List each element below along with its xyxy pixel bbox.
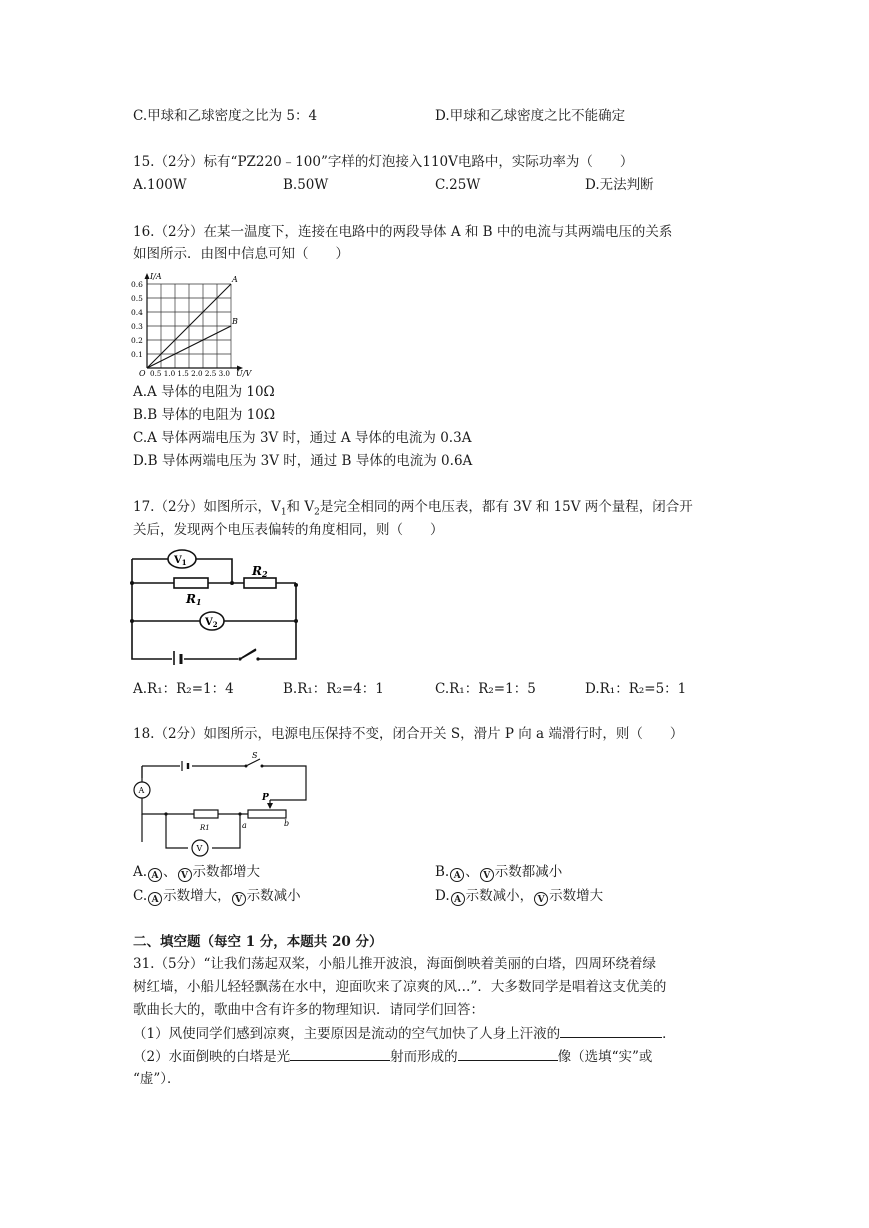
q14-option-c: C.甲球和乙球密度之比为 5：4 [133, 108, 318, 124]
graph-origin: O [139, 369, 146, 378]
switch-s-label: S [252, 751, 258, 760]
q16-option-b: B.B 导体的电阻为 10Ω [133, 407, 276, 423]
voltmeter-icon: V [480, 868, 494, 882]
q17-stem-line2: 关后，发现两个电压表偏转的角度相同，则（ ） [133, 522, 444, 538]
q17-option-a: A.R₁：R₂=1：4 [133, 681, 234, 697]
q15-option-b: B.50W [283, 177, 329, 193]
section-title-fill-blank: 二、填空题（每空 1 分，本题共 20 分） [133, 934, 383, 950]
end-a-label: a [242, 821, 247, 830]
q17-option-d: D.R₁：R₂=5：1 [585, 681, 687, 697]
slider-p-label: P [262, 793, 269, 803]
q18-option-a: A. A 、 V 示数都增大 [133, 864, 261, 881]
ammeter-icon: A [148, 868, 162, 882]
y-tick-label: 0.6 [131, 280, 143, 289]
q16-stem-line1: 16.（2分）在某一温度下，连接在电路中的两段导体 A 和 B 中的电流与其两端电压的关系 [133, 224, 673, 240]
series-a-label: A [232, 275, 238, 284]
q15-stem: 15.（2分）标有“PZ220﹣100”字样的灯泡接入110V电路中，实际功率为（ ） [133, 154, 634, 170]
end-b-label: b [284, 819, 290, 828]
ammeter-icon: A [451, 892, 465, 906]
q31-part2: （2）水面倒映的白塔是光 射而形成的 像（选填“实”或 [133, 1046, 652, 1067]
circuit-diagram-17 [128, 545, 303, 665]
voltmeter-v1-label: $V_1$ [174, 555, 187, 567]
q16-option-d: D.B 导体两端电压为 3V 时，通过 B 导体的电流为 0.6A [133, 453, 473, 469]
q18-option-b: B. A 、 V 示数都减小 [435, 864, 563, 881]
voltmeter-label: V [196, 844, 203, 853]
graph-x-axis-label: U/V [236, 369, 252, 378]
voltmeter-v2-label: $V_2$ [205, 617, 218, 629]
answer-blank[interactable] [458, 1046, 558, 1061]
q17-option-c: C.R₁：R₂=1：5 [435, 681, 536, 697]
y-tick-label: 0.5 [131, 294, 143, 303]
voltmeter-icon: V [534, 892, 548, 906]
resistor-r1-label: R1 [200, 824, 210, 832]
q15-option-d: D.无法判断 [585, 177, 654, 193]
voltmeter-icon: V [232, 892, 246, 906]
y-tick-label: 0.2 [131, 336, 143, 345]
y-tick-label: 0.4 [131, 308, 143, 317]
q18-stem: 18.（2分）如图所示，电源电压保持不变，闭合开关 S，滑片 P 向 a 端滑行时，则（ ） [133, 726, 684, 742]
q17-option-b: B.R₁：R₂=4：1 [283, 681, 384, 697]
q31-part1: （1）风使同学们感到凉爽，主要原因是流动的空气加快了人身上汗液的 ． [133, 1023, 676, 1044]
y-tick-label: 0.1 [131, 350, 143, 359]
q14-option-d: D.甲球和乙球密度之比不能确定 [435, 108, 626, 124]
graph-y-axis-label: I/A [150, 272, 162, 281]
answer-blank[interactable] [560, 1023, 662, 1038]
q31-part2-cont: “虚”）． [133, 1071, 181, 1087]
q15-option-c: C.25W [435, 177, 481, 193]
q18-option-d: D. A 示数减小， V 示数增大 [435, 888, 604, 905]
voltmeter-icon: V [178, 868, 192, 882]
q17-stem-line1: 17.（2分）如图所示，$V_1$和 $V_2$是完全相同的两个电压表，都有 3V 和 15V 两个量程，闭合开 [133, 499, 693, 518]
y-tick-label: 0.3 [131, 322, 143, 331]
ammeter-icon: A [450, 868, 464, 882]
q16-option-c: C.A 导体两端电压为 3V 时，通过 A 导体的电流为 0.3A [133, 430, 472, 446]
q31-stem-line2: 树红墙，小船儿轻轻飘荡在水中，迎面吹来了凉爽的风…”．大多数同学是唱着这支优美的 [133, 979, 667, 995]
q31-stem-line1: 31.（5分）“让我们荡起双桨，小船儿推开波浪，海面倒映着美丽的白塔，四周环绕着绿 [133, 956, 656, 972]
graph-x-tick-labels: 0.5 1.0 1.5 2.0 2.5 3.0 [150, 370, 230, 378]
series-b-label: B [232, 317, 238, 326]
resistor-r1-label: R1 [186, 592, 202, 607]
q18-option-c: C. A 示数增大， V 示数减小 [133, 888, 301, 905]
q16-option-a: A.A 导体的电阻为 10Ω [133, 384, 275, 400]
q16-stem-line2: 如图所示．由图中信息可知（ ） [133, 246, 349, 262]
answer-blank[interactable] [290, 1046, 390, 1061]
circuit-diagram-18 [128, 748, 313, 858]
resistor-r2-label: R2 [252, 564, 268, 579]
q31-stem-line3: 歌曲长大的，歌曲中含有许多的物理知识．请同学们回答： [133, 1002, 484, 1018]
ammeter-icon: A [148, 892, 162, 906]
ammeter-label: A [138, 786, 145, 795]
iv-graph [130, 270, 260, 380]
q15-option-a: A.100W [133, 177, 187, 193]
